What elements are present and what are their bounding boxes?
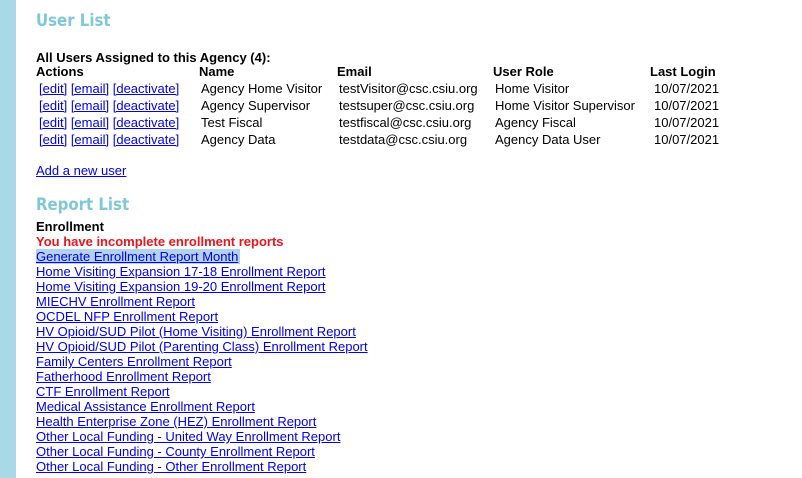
- report-link-local-county[interactable]: Other Local Funding - County Enrollment Report: [36, 444, 315, 459]
- report-link-fatherhood[interactable]: Fatherhood Enrollment Report: [36, 369, 211, 384]
- user-name: Agency Data: [201, 132, 276, 147]
- report-link-ocdel-nfp[interactable]: OCDEL NFP Enrollment Report: [36, 309, 219, 324]
- user-role: Agency Data User: [495, 132, 601, 147]
- report-link-hez[interactable]: Health Enterprise Zone (HEZ) Enrollment Report: [36, 414, 317, 429]
- enrollment-heading: Enrollment: [36, 219, 104, 234]
- table-row: [36, 114, 734, 131]
- row-actions: [36, 80, 199, 97]
- user-last-login: 10/07/2021: [654, 132, 720, 147]
- user-list-title: User List: [36, 11, 111, 31]
- users-table-header: [36, 64, 734, 80]
- left-sidebar-strip: [0, 0, 16, 478]
- email-user-link[interactable]: [email]: [70, 81, 110, 96]
- report-link-miechv[interactable]: MIECHV Enrollment Report: [36, 294, 195, 309]
- user-name: Test Fiscal: [201, 115, 263, 130]
- report-list-title: Report List: [36, 195, 130, 215]
- deactivate-user-link[interactable]: [deactivate]: [112, 81, 180, 96]
- table-row: [36, 97, 734, 114]
- user-last-login: 10/07/2021: [654, 81, 720, 96]
- column-header-last-login: Last Login: [650, 64, 716, 79]
- generate-enrollment-report-month-link[interactable]: Generate Enrollment Report Month: [36, 249, 239, 264]
- user-email: testVisitor@csc.csiu.org: [339, 81, 478, 96]
- user-last-login: 10/07/2021: [654, 115, 720, 130]
- report-link-hv-expansion-19-20[interactable]: Home Visiting Expansion 19-20 Enrollment Report: [36, 279, 326, 294]
- report-link-family-centers[interactable]: Family Centers Enrollment Report: [36, 354, 232, 369]
- incomplete-reports-warning: You have incomplete enrollment reports: [36, 234, 284, 249]
- edit-user-link[interactable]: [edit]: [39, 132, 68, 147]
- assigned-users-label: All Users Assigned to this Agency (4):: [36, 50, 271, 65]
- user-email: testdata@csc.csiu.org: [339, 132, 468, 147]
- row-actions: [36, 114, 199, 131]
- edit-user-link[interactable]: [edit]: [39, 115, 68, 130]
- report-link-medical-assistance[interactable]: Medical Assistance Enrollment Report: [36, 399, 255, 414]
- user-last-login: 10/07/2021: [654, 98, 720, 113]
- enrollment-report-links: [36, 249, 368, 474]
- column-header-name: Name: [199, 64, 235, 79]
- column-header-user-role: User Role: [493, 64, 554, 79]
- user-role: Home Visitor: [495, 81, 570, 96]
- report-link-hv-expansion-17-18[interactable]: Home Visiting Expansion 17-18 Enrollment Report: [36, 264, 326, 279]
- row-actions: [36, 131, 199, 148]
- edit-user-link[interactable]: [edit]: [39, 98, 68, 113]
- report-link-hv-opioid-home-visiting[interactable]: HV Opioid/SUD Pilot (Home Visiting) Enrollment Report: [36, 324, 356, 339]
- column-header-email: Email: [337, 64, 372, 79]
- report-link-local-other[interactable]: Other Local Funding - Other Enrollment Report: [36, 459, 307, 474]
- user-role: Agency Fiscal: [495, 115, 576, 130]
- deactivate-user-link[interactable]: [deactivate]: [112, 132, 180, 147]
- report-link-local-united-way[interactable]: Other Local Funding - United Way Enrollment Report: [36, 429, 341, 444]
- column-header-actions: Actions: [36, 64, 84, 79]
- email-user-link[interactable]: [email]: [70, 98, 110, 113]
- email-user-link[interactable]: [email]: [70, 132, 110, 147]
- deactivate-user-link[interactable]: [deactivate]: [112, 98, 180, 113]
- row-actions: [36, 97, 199, 114]
- edit-user-link[interactable]: [edit]: [39, 81, 68, 96]
- user-name: Agency Home Visitor: [201, 81, 323, 96]
- users-table: [36, 64, 734, 148]
- user-role: Home Visitor Supervisor: [495, 98, 635, 113]
- report-link-ctf[interactable]: CTF Enrollment Report: [36, 384, 170, 399]
- user-name: Agency Supervisor: [201, 98, 311, 113]
- user-email: testsuper@csc.csiu.org: [339, 98, 475, 113]
- table-row: [36, 131, 734, 148]
- deactivate-user-link[interactable]: [deactivate]: [112, 115, 180, 130]
- add-new-user-link[interactable]: Add a new user: [36, 163, 127, 178]
- email-user-link[interactable]: [email]: [70, 115, 110, 130]
- report-link-hv-opioid-parenting-class[interactable]: HV Opioid/SUD Pilot (Parenting Class) Enrollment Report: [36, 339, 368, 354]
- table-row: [36, 80, 734, 97]
- user-email: testfiscal@csc.csiu.org: [339, 115, 472, 130]
